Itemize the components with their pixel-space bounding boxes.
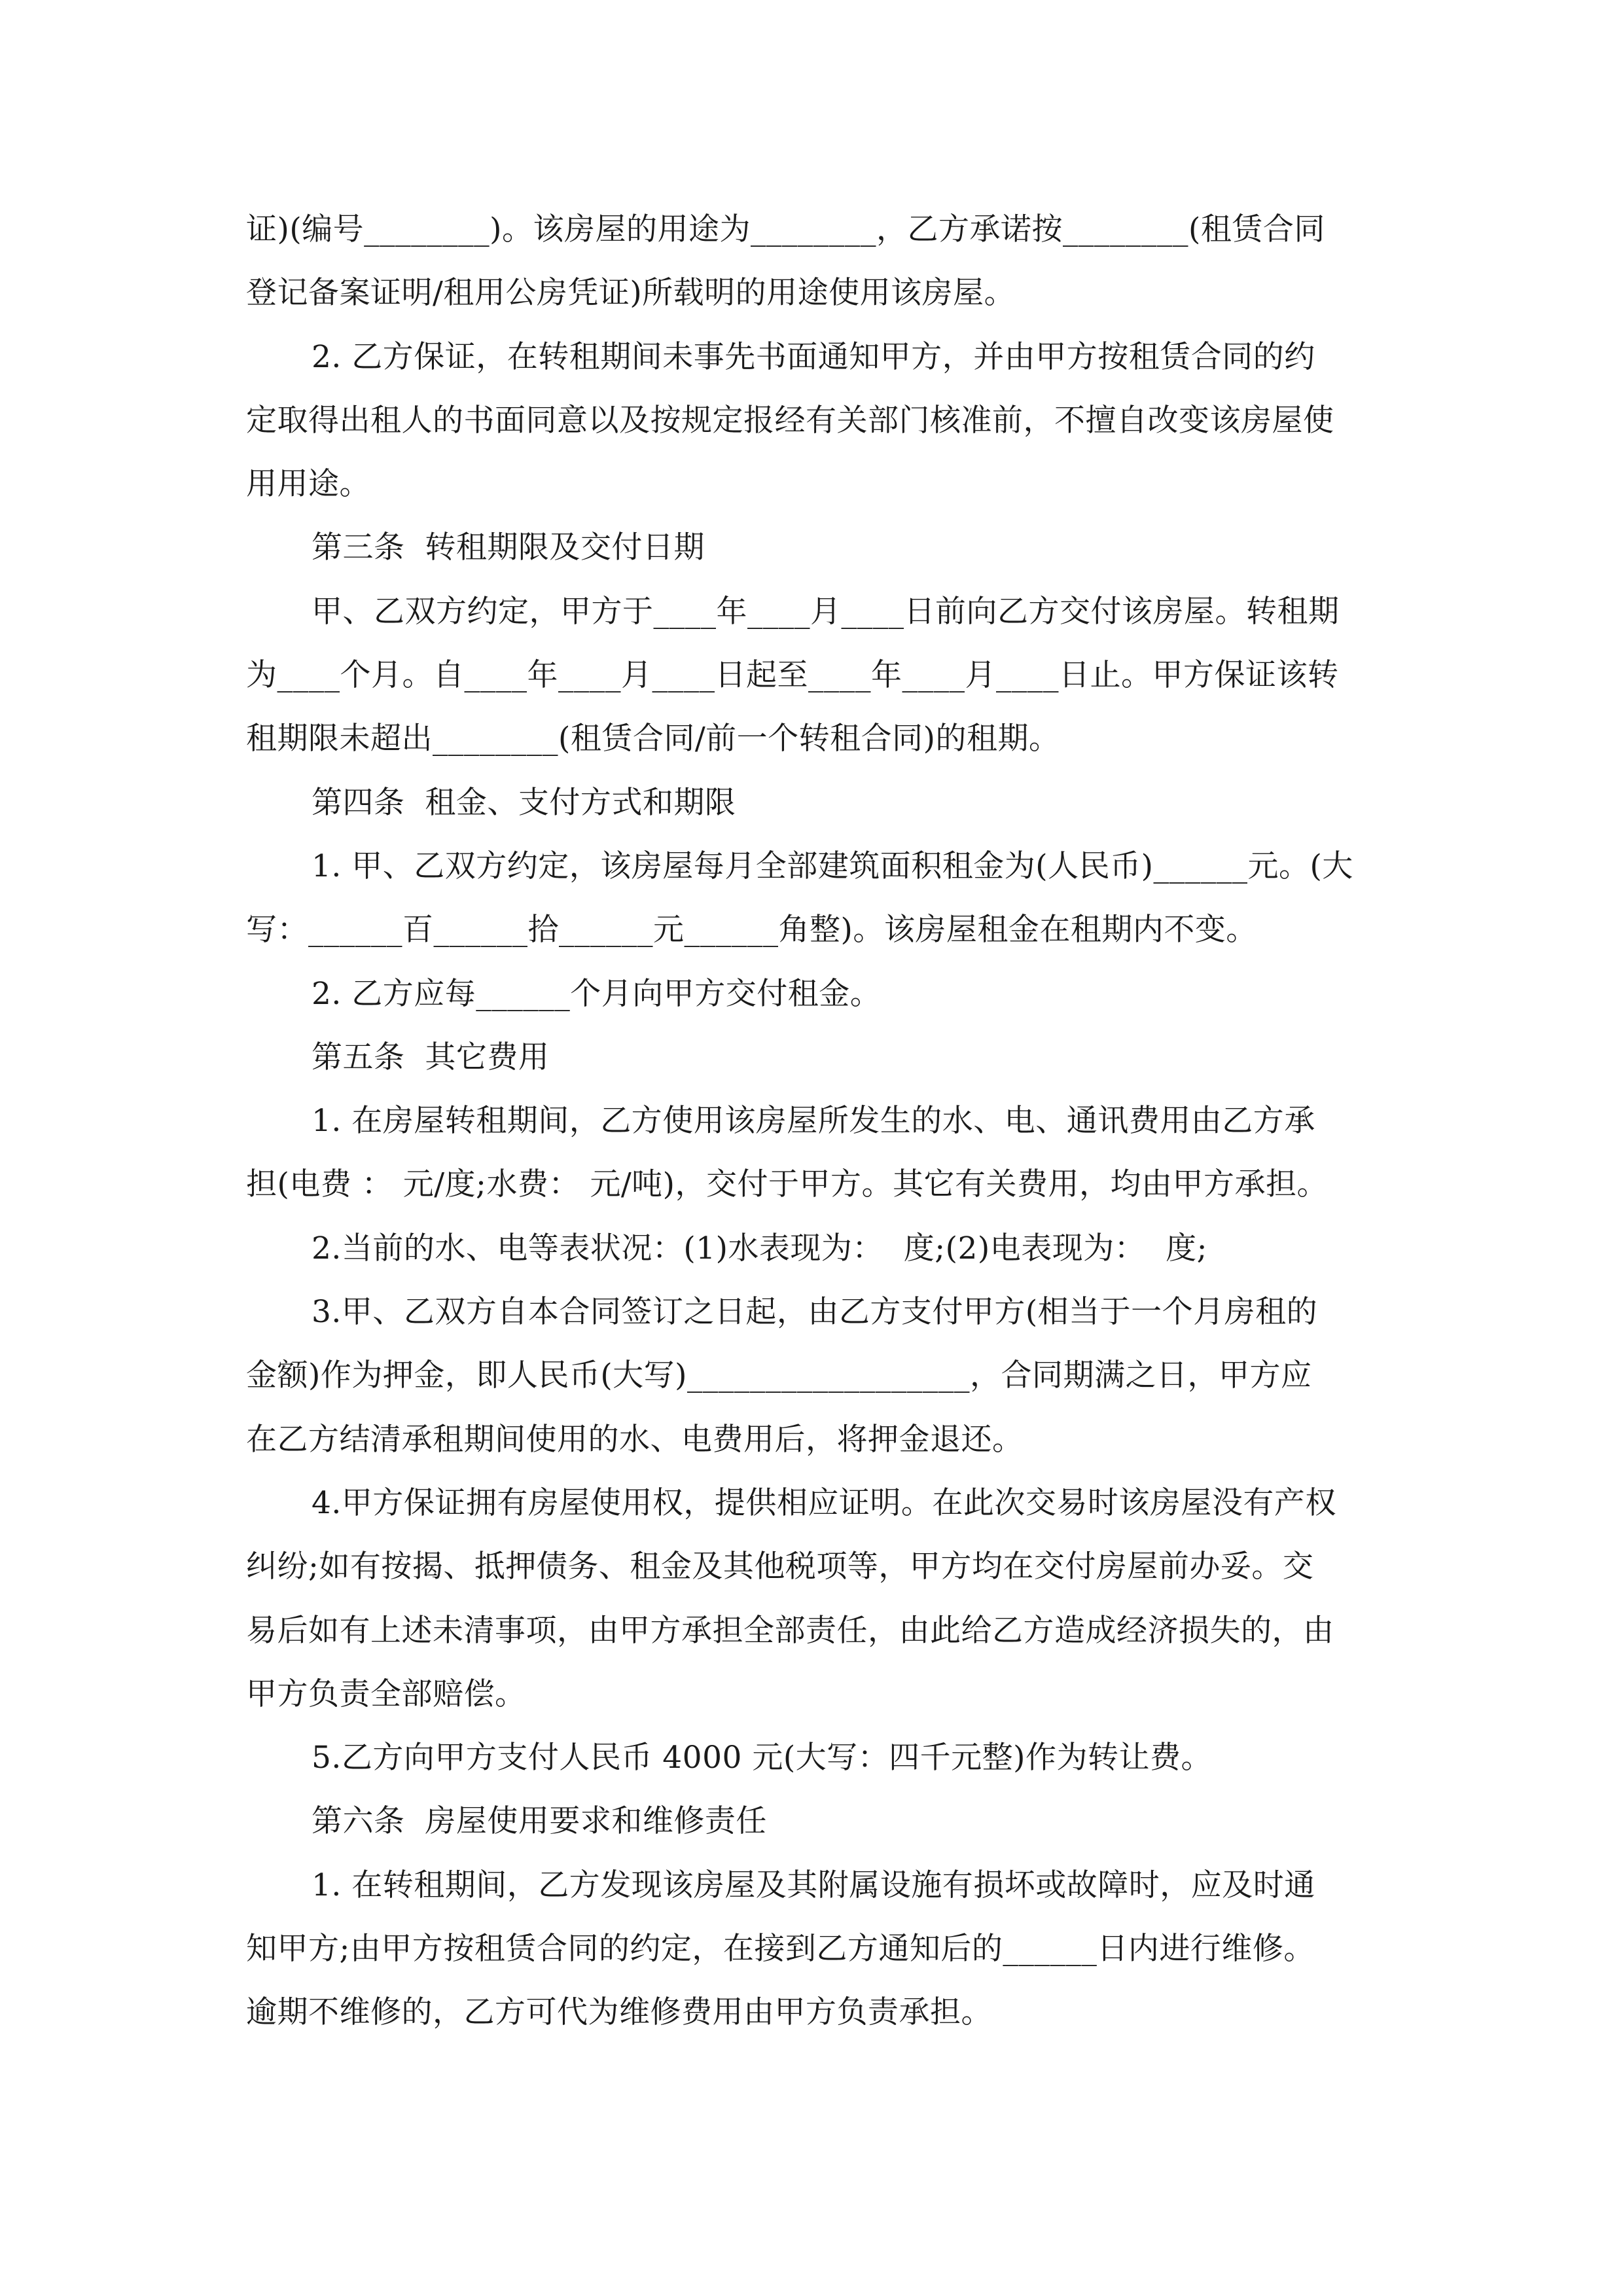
text-line: 1. 在房屋转租期间，乙方使用该房屋所发生的水、电、通讯费用由乙方承 [312, 1103, 1315, 1139]
text-line: 证)(编号________)。该房屋的用途为________，乙方承诺按________(租赁合同 [246, 211, 1325, 247]
text-line: 定取得出租人的书面同意以及按规定报经有关部门核准前，不擅自改变该房屋使 [246, 402, 1334, 439]
text-line: 纠纷;如有按揭、抵押债务、租金及其他税项等，甲方均在交付房屋前办妥。交 [246, 1549, 1314, 1585]
text-line: 知甲方;由甲方按租赁合同的约定，在接到乙方通知后的______日内进行维修。 [246, 1931, 1315, 1967]
text-line: 第五条 其它费用 [312, 1039, 550, 1075]
text-line: 担(电费 ： 元/度;水费： 元/吨)，交付于甲方。其它有关费用，均由甲方承担。 [246, 1166, 1328, 1203]
text-line: 在乙方结清承租期间使用的水、电费用后，将押金退还。 [246, 1421, 1024, 1458]
text-line: 2.当前的水、电等表状况：(1)水表现为： 度;(2)电表现为： 度; [312, 1230, 1207, 1266]
text-line: 1. 甲、乙双方约定，该房屋每月全部建筑面积租金为(人民币)______元。(大 [312, 848, 1353, 884]
text-line: 写：______百______拾______元______角整)。该房屋租金在租期内不变。 [246, 912, 1257, 948]
text-line: 3.甲、乙双方自本合同签订之日起，由乙方支付甲方(相当于一个月房租的 [312, 1294, 1318, 1331]
text-line: 甲、乙双方约定，甲方于____年____月____日前向乙方交付该房屋。转租期 [312, 593, 1340, 630]
text-line: 5.乙方向甲方支付人民币 4000 元(大写：四千元整)作为转让费。 [312, 1740, 1213, 1776]
text-line: 金额)作为押金，即人民币(大写)__________________，合同期满之日，甲方应 [246, 1357, 1312, 1394]
text-line: 第四条 租金、支付方式和期限 [312, 784, 736, 821]
text-line: 租期限未超出________(租赁合同/前一个转租合同)的租期。 [246, 721, 1060, 757]
text-line: 2. 乙方保证，在转租期间未事先书面通知甲方，并由甲方按租赁合同的约 [312, 338, 1315, 375]
text-line: 用用途。 [246, 466, 370, 503]
document-body [246, 198, 1382, 2045]
text-line: 易后如有上述未清事项，由甲方承担全部责任，由此给乙方造成经济损失的，由 [246, 1612, 1334, 1649]
text-line: 为____个月。自____年____月____日起至____年____月____日止。甲方保证该转 [246, 657, 1339, 694]
text-line: 第六条 房屋使用要求和维修责任 [312, 1803, 767, 1840]
text-line: 逾期不维修的，乙方可代为维修费用由甲方负责承担。 [246, 1994, 992, 2031]
text-line: 4.甲方保证拥有房屋使用权，提供相应证明。在此次交易时该房屋没有产权 [312, 1484, 1336, 1521]
text-line: 登记备案证明/租用公房凭证)所载明的用途使用该房屋。 [246, 275, 1016, 312]
text-line: 甲方负责全部赔偿。 [246, 1676, 526, 1712]
text-line: 2. 乙方应每______个月向甲方交付租金。 [312, 975, 882, 1012]
text-line: 1. 在转租期间，乙方发现该房屋及其附属设施有损坏或故障时，应及时通 [312, 1867, 1315, 1903]
text-line: 第三条 转租期限及交付日期 [312, 529, 705, 566]
